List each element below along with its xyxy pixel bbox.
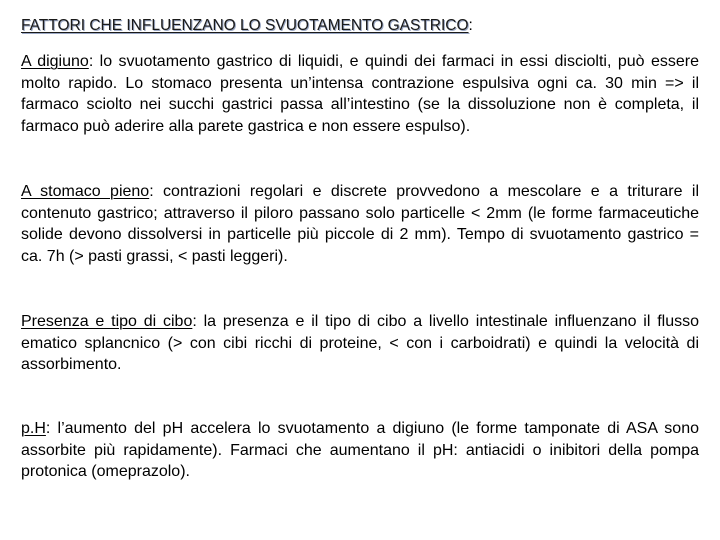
paragraph-ph-body: : l’aumento del pH accelera lo svuotamento a digiuno (le forme tamponate di ASA sono assorbite più rapidamente). Farmaci che aumentano il pH: antiacidi o inibitori della pompa protonica (omeprazolo). xyxy=(21,420,699,480)
paragraph-ph xyxy=(21,418,699,483)
page-title-colon: : xyxy=(468,17,473,34)
paragraph-fasting-heading: A digiuno xyxy=(21,53,89,70)
page-title xyxy=(21,16,473,36)
paragraph-food-presence xyxy=(21,311,699,376)
paragraph-fasting xyxy=(21,51,699,137)
paragraph-food-presence-heading: Presenza e tipo di cibo xyxy=(21,313,193,330)
page-title-text: FATTORI CHE INFLUENZANO LO SVUOTAMENTO GASTRICO xyxy=(21,17,469,34)
paragraph-food-presence-body: : la presenza e il tipo di cibo a livello intestinale influenzano il flusso ematico splancnico (> con cibi ricchi di proteine, < con i carboidrati) e quindi la velocità di assorbimento. xyxy=(21,313,700,373)
paragraph-full-stomach-heading: A stomaco pieno xyxy=(21,183,150,200)
paragraph-full-stomach-body: : contrazioni regolari e discrete provvedono a mescolare e a triturare il contenuto gastrico; attraverso il piloro passano solo particelle < 2mm (le forme farmaceutiche solide devono dissolversi in particelle più piccole di 2 mm). Tempo di svuotamento gastrico = ca. 7h (> pasti grassi, < pasti leggeri). xyxy=(21,183,699,265)
paragraph-fasting-body: : lo svuotamento gastrico di liquidi, e quindi dei farmaci in essi disciolti, può essere molto rapido. Lo stomaco presenta un’intensa contrazione espulsiva ogni ca. 30 min => il farmaco sciolto nei succhi gastrici passa all’intestino (se la dissoluzione non è completa, il farmaco può aderire alla parete gastrica e non essere espulso). xyxy=(21,53,699,135)
paragraph-full-stomach xyxy=(21,181,699,267)
slide xyxy=(21,0,701,540)
paragraph-ph-heading: p.H xyxy=(21,420,46,437)
